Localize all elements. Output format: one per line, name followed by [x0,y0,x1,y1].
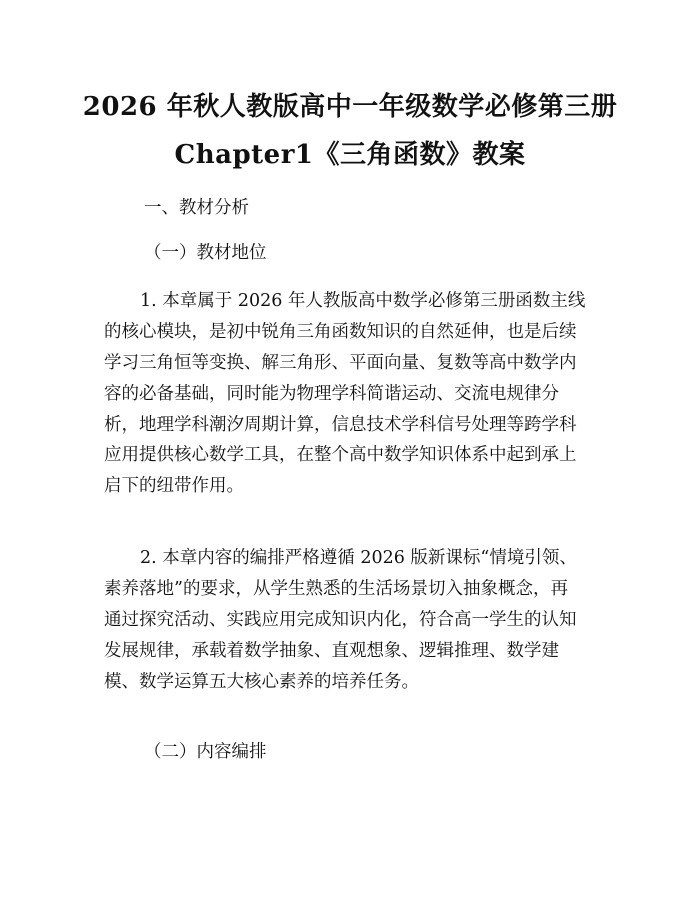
paragraph-line: 应用提供核心数学工具，在整个高中数学知识体系中起到承上 [104,445,577,466]
subsection-heading-material-position: （一）教材地位 [144,243,267,263]
paragraph-line: 通过探究活动、实践应用完成知识内化，符合高一学生的认知 [104,609,577,630]
paragraph-line: 素养落地”的要求，从学生熟悉的生活场景切入抽象概念，再 [104,578,568,599]
paragraph-line: 启下的纽带作用。 [104,476,244,497]
paragraph-line: 的核心模块，是初中锐角三角函数知识的自然延伸，也是后续 [104,321,577,342]
title-line-2: Chapter1《三角函数》教案 [174,140,526,170]
paragraph-line: 析，地理学科潮汐周期计算，信息技术学科信号处理等跨学科 [104,414,577,435]
title-line-1: 2026 年秋人教版高中一年级数学必修第三册 [82,92,618,122]
paragraph-line: 模、数学运算五大核心素养的培养任务。 [104,671,419,692]
paragraph-line: 2. 本章内容的编排严格遵循 2026 版新课标“情境引领、 [140,548,577,568]
paragraph-2 [104,543,600,697]
paragraph-line: 发展规律，承载着数学抽象、直观想象、逻辑推理、数学建 [104,640,559,661]
paragraph-line: 容的必备基础，同时能为物理学科简谐运动、交流电规律分 [104,383,559,404]
paragraph-1 [104,286,600,502]
section-heading-teaching-material-analysis: 一、教材分析 [144,198,249,218]
subsection-heading-content-arrangement: （二）内容编排 [144,742,267,762]
paragraph-line: 1. 本章属于 2026 年人教版高中数学必修第三册函数主线 [140,291,586,311]
paragraph-line: 学习三角恒等变换、解三角形、平面向量、复数等高中数学内 [104,352,577,373]
